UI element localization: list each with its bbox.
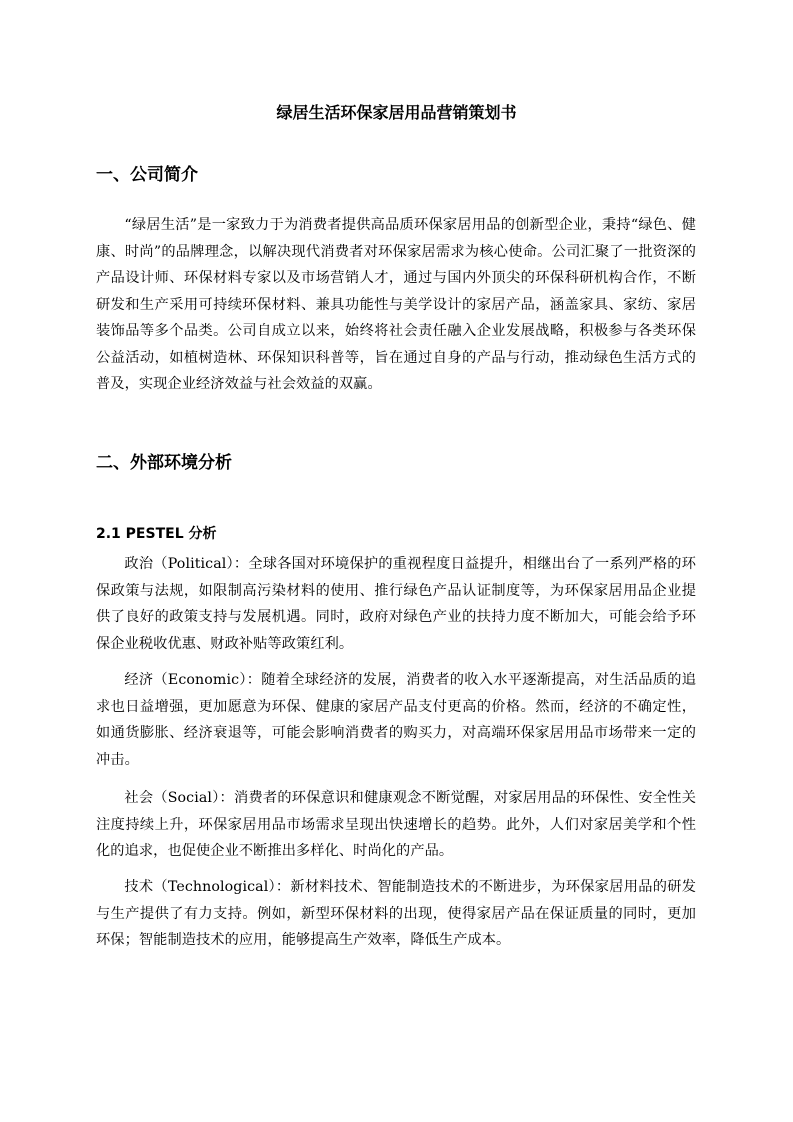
- section-heading-company-intro: 一、公司简介: [96, 165, 198, 185]
- section-heading-external-analysis: 二、外部环境分析: [96, 453, 232, 473]
- paragraph-company-intro: “绿居生活”是一家致力于为消费者提供高品质环保家居用品的创新型企业，秉持“绿色、健康、时尚”的品牌理念，以解决现代消费者对环保家居需求为核心使命。公司汇聚了一批资深的产品设计师、环保材料专家以及市场营销人才，通过与国内外顶尖的环保科研机构合作，不断研发和生产采用可持续环保材料、兼具功能性与美学设计的家居产品，涵盖家具、家纺、家居装饰品等多个品类。公司自成立以来，始终将社会责任融入企业发展战略，积极参与各类环保公益活动，如植树造林、环保知识科普等，旨在通过自身的产品与行动，推动绿色生活方式的普及，实现企业经济效益与社会效益的双赢。: [96, 217, 696, 392]
- subsection-heading-pestel: 2.1 PESTEL 分析: [96, 526, 217, 542]
- paragraph-social: 社会（Social）：消费者的环保意识和健康观念不断觉醒，对家居用品的环保性、安全性关注度持续上升，环保家居用品市场需求呈现出快速增长的趋势。此外，人们对家居美学和个性化的追求，也促使企业不断推出多样化、时尚化的产品。: [96, 790, 696, 859]
- paragraph-political: 政治（Political）：全球各国对环境保护的重视程度日益提升，相继出台了一系列严格的环保政策与法规，如限制高污染材料的使用、推行绿色产品认证制度等，为环保家居用品企业提供了良好的政策支持与发展机遇。同时，政府对绿色产业的扶持力度不断加大，可能会给予环保企业税收优惠、财政补贴等政策红利。: [96, 556, 696, 652]
- paragraph-economic: 经济（Economic）：随着全球经济的发展，消费者的收入水平逐渐提高，对生活品质的追求也日益增强，更加愿意为环保、健康的家居产品支付更高的价格。然而，经济的不确定性，如通货膨胀、经济衰退等，可能会影响消费者的购买力，对高端环保家居用品市场带来一定的冲击。: [96, 672, 696, 768]
- paragraph-technological: 技术（Technological）：新材料技术、智能制造技术的不断进步，为环保家居用品的研发与生产提供了有力支持。例如，新型环保材料的出现，使得家居产品在保证质量的同时，更加环保；智能制造技术的应用，能够提高生产效率，降低生产成本。: [96, 879, 696, 948]
- document-title: 绿居生活环保家居用品营销策划书: [276, 103, 517, 122]
